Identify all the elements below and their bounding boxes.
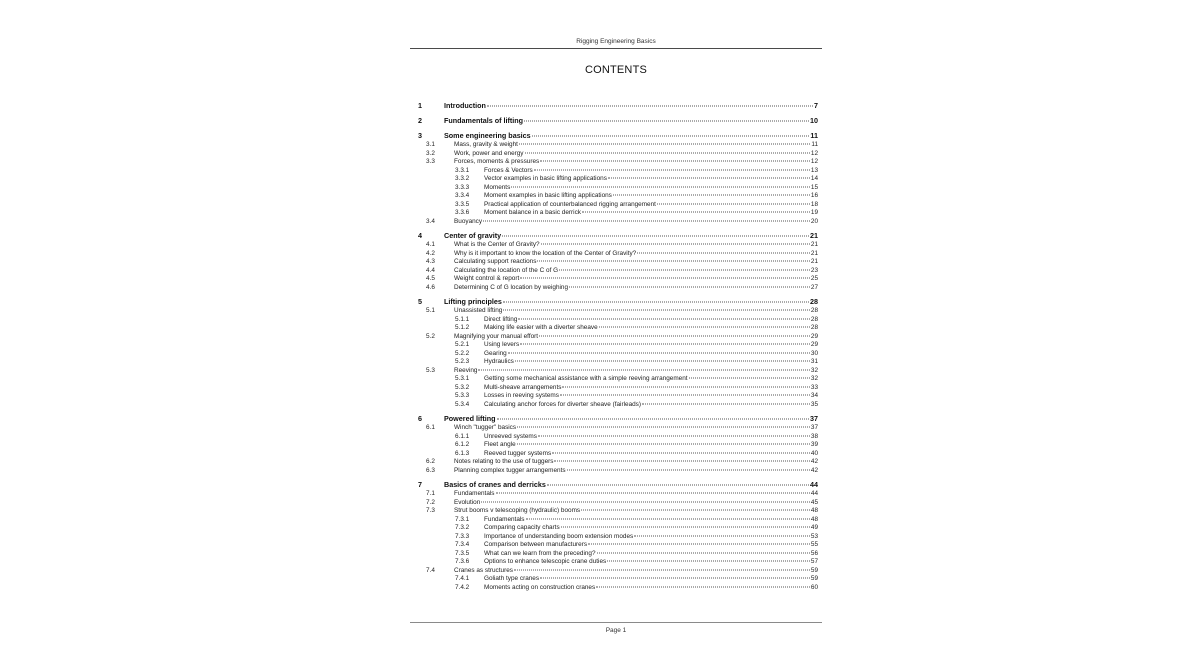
toc-entry-title: Reeved tugger systems (484, 449, 552, 457)
toc-entry-title: Powered lifting (444, 414, 496, 423)
toc-entry-line (444, 297, 818, 306)
toc-entry-number: 6.1.1 (455, 432, 470, 440)
toc-entry-title: Direct lifting (484, 315, 518, 323)
toc-entry-number: 7.3.4 (455, 541, 470, 548)
toc-entry-title: Fundamentals (484, 515, 525, 523)
toc-entry-page-number: 31 (810, 358, 818, 365)
toc-entry-title: Why is it important to know the location of the Center of Gravity? (454, 249, 637, 257)
toc-entry-number: 5.2.1 (455, 341, 470, 348)
dot-leader (657, 202, 810, 204)
toc-entry-title: Evolution (454, 498, 481, 506)
dot-leader (596, 585, 810, 587)
toc-entry-line (444, 231, 818, 240)
toc-entry-number: 7 (418, 480, 422, 489)
toc-entry-page-number: 23 (810, 266, 818, 274)
toc-entry-level-2[interactable] (410, 466, 822, 475)
toc-entry-page-number: 39 (810, 441, 818, 448)
toc-entry-title: Magnifying your manual effort (454, 332, 539, 340)
toc-entry-number: 3.3.1 (455, 166, 470, 174)
dot-leader (637, 251, 810, 253)
toc-entry-number: 2 (418, 116, 422, 125)
toc-entry-page-number: 37 (810, 414, 818, 423)
toc-entry-page-number: 20 (810, 217, 818, 225)
toc-entry-line (444, 101, 818, 110)
toc-entry-page-number: 42 (810, 458, 818, 465)
toc-entry-title: Lifting principles (444, 297, 502, 306)
toc-entry-page-number: 49 (810, 524, 818, 531)
page-title: CONTENTS (584, 64, 648, 76)
toc-entry-number: 3.1 (426, 141, 435, 148)
toc-entry-number: 7.3.6 (455, 558, 470, 565)
toc-entry-title: Forces, moments & pressures (454, 158, 540, 165)
toc-entry-number: 5.2 (426, 332, 435, 340)
toc-entry-number: 3.3.3 (455, 183, 470, 191)
toc-entry-line (484, 400, 818, 409)
dot-leader (599, 326, 810, 328)
toc-entry-number: 5.3.2 (455, 383, 470, 391)
toc-entry-page-number: 21 (810, 258, 818, 265)
toc-entry-title: Cranes as structures (454, 566, 513, 574)
toc-entry-line (454, 217, 818, 226)
dot-leader (481, 500, 810, 502)
toc-entry-number: 6.1 (426, 424, 435, 431)
dot-leader (588, 543, 810, 545)
dot-leader (540, 160, 810, 162)
toc-entry-number: 7.1 (426, 490, 435, 497)
toc-entry-number: 4.6 (426, 283, 435, 291)
dot-leader (518, 317, 810, 319)
toc-entry-title: Buoyancy (454, 217, 483, 225)
toc-entry-number: 6 (418, 414, 422, 423)
dot-leader (607, 560, 810, 562)
toc-entry-number: 7.4.2 (455, 583, 470, 591)
toc-entry-number: 7.3.5 (455, 549, 470, 557)
toc-entry-page-number: 37 (810, 424, 818, 431)
toc-entry-page-number: 18 (810, 200, 818, 208)
toc-entry-page-number: 32 (810, 366, 818, 374)
toc-entry-page-number: 32 (810, 375, 818, 382)
toc-entry-number: 7.2 (426, 498, 435, 506)
toc-entry-number: 5 (418, 297, 422, 306)
dot-leader (483, 219, 810, 221)
toc-entry-number: 3.3.6 (455, 209, 470, 216)
toc-entry-page-number: 42 (810, 466, 818, 474)
toc-entry-page-number: 60 (810, 583, 818, 591)
toc-entry-title: Losses in reeving systems (484, 392, 559, 399)
toc-entry-title: Basics of cranes and derricks (444, 480, 546, 489)
toc-entry-number: 6.1.3 (455, 449, 470, 457)
toc-entry-title: Practical application of counterbalanced rigging arrangement (484, 200, 656, 208)
toc-entry-page-number: 44 (810, 480, 818, 489)
toc-entry-title: Vector examples in basic lifting applications (484, 175, 607, 182)
dot-leader (532, 135, 810, 137)
toc-entry-number: 3.3 (426, 158, 435, 165)
toc-entry-page-number: 27 (810, 283, 818, 291)
toc-entry-page-number: 55 (810, 541, 818, 548)
toc-entry-page-number: 7 (814, 101, 818, 110)
toc-entry-line (444, 414, 818, 423)
toc-entry-number: 7.3.3 (455, 532, 470, 540)
toc-entry-number: 5.3.4 (455, 400, 470, 408)
toc-entry-line (454, 283, 818, 292)
toc-entry-title: Options to enhance telescopic crane duties (484, 558, 607, 565)
toc-entry-title: Mass, gravity & weight (454, 141, 518, 148)
toc-entry-number: 3 (418, 131, 422, 140)
dot-leader (514, 568, 810, 570)
toc-entry-page-number: 59 (810, 575, 818, 582)
toc-entry-page-number: 16 (810, 192, 818, 199)
toc-entry-number: 5.2.3 (455, 358, 470, 365)
toc-entry-page-number: 15 (810, 183, 818, 191)
toc-entry-page-number: 25 (810, 275, 818, 282)
dot-leader (560, 394, 810, 396)
toc-entry-page-number: 30 (810, 349, 818, 357)
dot-leader (524, 120, 809, 122)
toc-entry-page-number: 33 (810, 383, 818, 391)
toc-entry-level-1[interactable] (410, 101, 822, 110)
toc-entry-title: Fleet angle (484, 441, 516, 448)
toc-entry-title: Hydraulics (484, 358, 514, 365)
toc-entry-page-number: 53 (810, 532, 818, 540)
toc-entry-page-number: 21 (810, 231, 818, 240)
toc-entry-number: 3.3.2 (455, 175, 470, 182)
toc-entry-line (484, 583, 818, 592)
toc-entry-level-1[interactable] (410, 480, 822, 489)
dot-leader (608, 177, 810, 179)
toc-entry-page-number: 45 (810, 498, 818, 506)
toc-entry-title: Introduction (444, 101, 486, 110)
toc-entry-page-number: 59 (810, 566, 818, 574)
toc-entry-number: 7.3 (426, 507, 435, 514)
toc-entry-page-number: 21 (810, 249, 818, 257)
toc-entry-level-3[interactable] (410, 400, 822, 409)
toc-entry-number: 4.3 (426, 258, 435, 265)
dot-leader (517, 426, 810, 428)
toc-entry-number: 6.3 (426, 466, 435, 474)
toc-entry-title: Strut booms v telescoping (hydraulic) booms (454, 507, 581, 514)
toc-entry-page-number: 29 (810, 332, 818, 340)
toc-entry-number: 5.3 (426, 366, 435, 374)
toc-entry-number: 1 (418, 101, 422, 110)
toc-entry-title: Calculating the location of the C of G (454, 266, 559, 274)
dot-leader (539, 334, 810, 336)
running-header: Rigging Engineering Basics (576, 38, 656, 45)
toc-entry-title: Moment balance in a basic derrick (484, 209, 581, 216)
dot-leader (642, 402, 810, 404)
toc-entry-title: Moments acting on construction cranes (484, 583, 596, 591)
header-rule (410, 48, 822, 49)
toc-entry-page-number: 11 (811, 141, 818, 148)
toc-entry-number: 4.4 (426, 266, 435, 274)
toc-entry-level-2[interactable] (410, 283, 822, 292)
toc-entry-page-number: 29 (810, 341, 818, 348)
toc-entry-number: 3.2 (426, 149, 435, 157)
toc-entry-title: Calculating anchor forces for diverter sheave (fairleads) (484, 400, 641, 408)
dot-leader (582, 211, 810, 213)
dot-leader (540, 577, 810, 579)
dot-leader (520, 343, 810, 345)
dot-leader (689, 377, 810, 379)
dot-leader (561, 526, 810, 528)
toc-entry-page-number: 13 (810, 166, 818, 174)
toc-entry-title: Moment examples in basic lifting applications (484, 192, 612, 199)
toc-entry-title: Comparison between manufacturers (484, 541, 588, 548)
dot-leader (569, 285, 810, 287)
toc-entry-page-number: 57 (810, 558, 818, 565)
page-footer: Page 1 (605, 627, 627, 634)
dot-leader (525, 151, 810, 153)
toc-entry-number: 4.2 (426, 249, 435, 257)
toc-entry-title: Fundamentals of lifting (444, 116, 524, 125)
dot-leader (515, 360, 810, 362)
toc-entry-page-number: 12 (810, 158, 818, 165)
toc-entry-page-number: 48 (810, 507, 818, 514)
toc-entry-page-number: 56 (810, 549, 818, 557)
dot-leader (497, 418, 809, 420)
toc-entry-title: Making life easier with a diverter sheave (484, 324, 598, 331)
dot-leader (534, 168, 810, 170)
toc-entry-page-number: 38 (810, 432, 818, 440)
dot-leader (541, 243, 810, 245)
toc-entry-number: 4.1 (426, 241, 435, 248)
toc-entry-page-number: 40 (810, 449, 818, 457)
toc-entry-title: Unreeved systems (484, 432, 537, 440)
toc-entry-level-1[interactable] (410, 116, 822, 125)
toc-entry-number: 4.5 (426, 275, 435, 282)
toc-entry-page-number: 28 (810, 297, 818, 306)
toc-entry-page-number: 28 (810, 324, 818, 331)
toc-entry-title: Getting some mechanical assistance with a simple reeving arrangement (484, 375, 688, 382)
toc-entry-title: Forces & Vectors (484, 166, 533, 174)
toc-entry-page-number: 10 (810, 116, 818, 125)
toc-entry-number: 5.2.2 (455, 349, 470, 357)
toc-entry-number: 7.3.2 (455, 524, 470, 531)
toc-entry-title: Notes relating to the use of tuggers (454, 458, 554, 465)
document-page (410, 30, 822, 640)
toc-entry-number: 6.1.2 (455, 441, 470, 448)
toc-entry-level-2[interactable] (410, 217, 822, 226)
toc-entry-number: 3.3.5 (455, 200, 470, 208)
toc-entry-page-number: 35 (810, 400, 818, 408)
dot-leader (597, 551, 810, 553)
toc-entry-title: Weight control & report (454, 275, 520, 282)
toc-entry-title: Planning complex tugger arrangements (454, 466, 566, 474)
dot-leader (487, 105, 813, 107)
dot-leader (554, 460, 809, 462)
dot-leader (562, 385, 809, 387)
toc-entry-page-number: 28 (810, 307, 818, 314)
toc-entry-number: 5.1 (426, 307, 435, 314)
toc-entry-number: 7.4.1 (455, 575, 470, 582)
toc-entry-level-1[interactable] (410, 231, 822, 240)
toc-entry-page-number: 34 (810, 392, 818, 399)
dot-leader (547, 484, 809, 486)
toc-entry-level-1[interactable] (410, 414, 822, 423)
toc-entry-level-1[interactable] (410, 297, 822, 306)
toc-entry-page-number: 44 (810, 490, 818, 497)
toc-entry-level-3[interactable] (410, 583, 822, 592)
toc-entry-title: Comparing capacity charts (484, 524, 560, 531)
toc-entry-title: Gearing (484, 349, 507, 357)
dot-leader (559, 268, 810, 270)
toc-entry-number: 7.4 (426, 566, 435, 574)
toc-entry-title: Reeving (454, 366, 478, 374)
toc-entry-title: Winch "tugger" basics (454, 424, 517, 431)
toc-entry-page-number: 12 (810, 149, 818, 157)
dot-leader (503, 301, 809, 303)
toc-entry-title: Multi-sheave arrangements (484, 383, 562, 391)
toc-entry-title: Some engineering basics (444, 131, 531, 140)
toc-entry-title: Importance of understanding boom extension modes (484, 532, 634, 540)
toc-entry-title: Unassisted lifting (454, 307, 503, 314)
toc-entry-title: Center of gravity (444, 231, 502, 240)
toc-entry-line (444, 480, 818, 489)
dot-leader (634, 534, 810, 536)
toc-entry-title: Using levers (484, 341, 520, 348)
dot-leader (613, 194, 810, 196)
toc-entry-title: Calculating support reactions (454, 258, 537, 265)
toc-entry-page-number: 21 (810, 241, 818, 248)
toc-entry-number: 3.3.4 (455, 192, 470, 199)
dot-leader (517, 443, 810, 445)
dot-leader (520, 277, 810, 279)
dot-leader (526, 517, 810, 519)
dot-leader (496, 492, 810, 494)
dot-leader (552, 451, 810, 453)
toc-entry-level-1[interactable] (410, 131, 822, 140)
dot-leader (508, 351, 810, 353)
toc-entry-title: What is the Center of Gravity? (454, 241, 540, 248)
dot-leader (503, 309, 810, 311)
dot-leader (538, 434, 810, 436)
toc-entry-number: 5.1.1 (455, 315, 470, 323)
footer-rule (410, 622, 822, 623)
dot-leader (502, 235, 809, 237)
toc-entry-title: Goliath type cranes (484, 575, 540, 582)
toc-entry-number: 5.1.2 (455, 324, 470, 331)
toc-entry-line (444, 116, 818, 125)
dot-leader (567, 468, 810, 470)
dot-leader (511, 185, 810, 187)
toc-entry-number: 4 (418, 231, 422, 240)
dot-leader (537, 260, 809, 262)
toc-entry-number: 3.4 (426, 217, 435, 225)
toc-entry-page-number: 28 (810, 315, 818, 323)
toc-entry-title: Work, power and energy (454, 149, 524, 157)
toc-entry-title: Determining C of G location by weighing (454, 283, 569, 291)
toc-entry-number: 5.3.1 (455, 375, 470, 382)
toc-entry-title: Moments (484, 183, 511, 191)
dot-leader (478, 368, 809, 370)
toc-entry-page-number: 14 (810, 175, 818, 182)
toc-entry-number: 6.2 (426, 458, 435, 465)
toc-entry-title: What can we learn from the preceding? (484, 549, 596, 557)
toc-entry-page-number: 19 (810, 209, 818, 216)
toc-entry-line (444, 131, 818, 140)
toc-entry-page-number: 11 (810, 131, 818, 140)
toc-entry-number: 5.3.3 (455, 392, 470, 399)
toc-entry-line (454, 466, 818, 475)
toc-entry-title: Fundamentals (454, 490, 495, 497)
dot-leader (519, 143, 810, 145)
dot-leader (581, 509, 810, 511)
toc-entry-number: 7.3.1 (455, 515, 470, 523)
toc-entry-page-number: 48 (810, 515, 818, 523)
